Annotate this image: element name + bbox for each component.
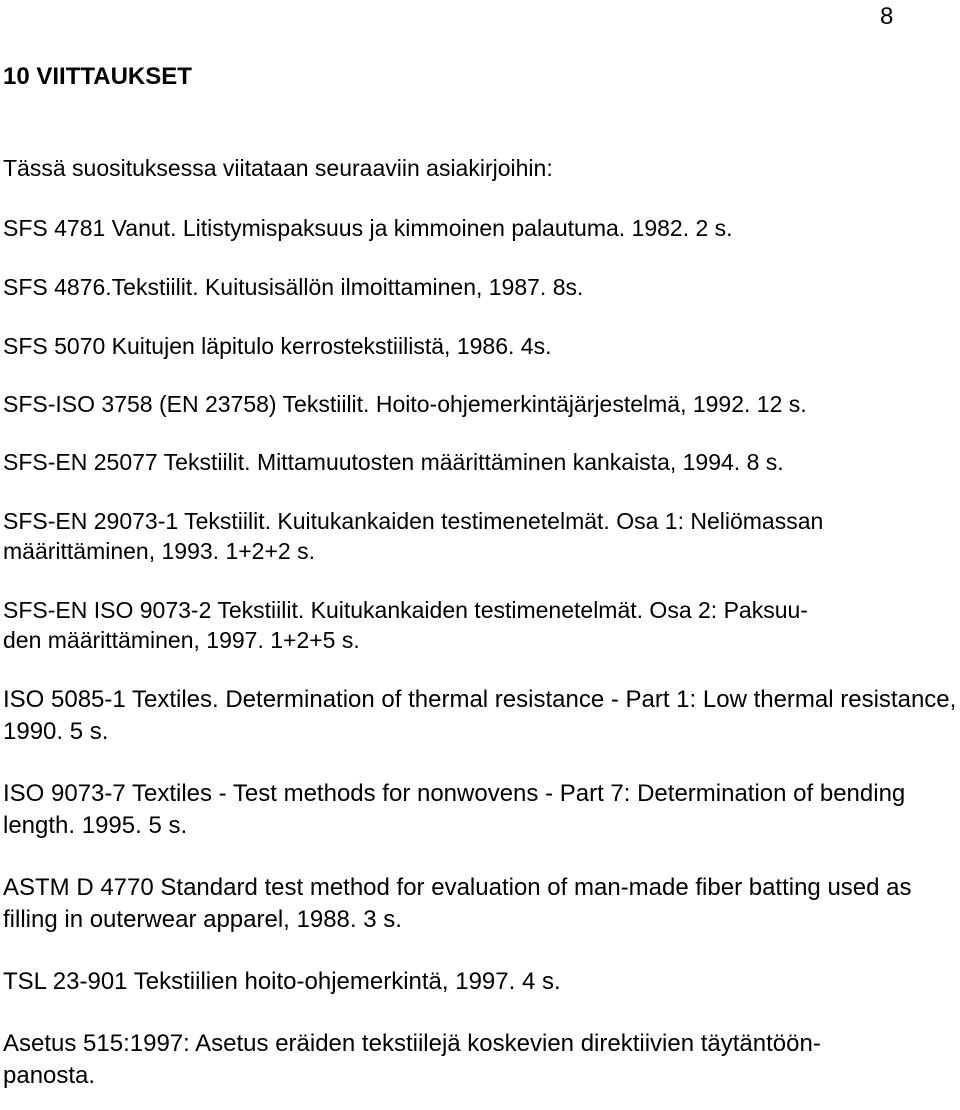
reference-item: ISO 5085-1 Textiles. Determination of thermal resistance - Part 1: Low thermal resistance, 1990. 5 s. (3, 686, 957, 745)
reference-item: Asetus 515:1997: Asetus eräiden tekstiilejä koskevien direktiivien täytäntöön- panosta. (3, 1030, 821, 1089)
reference-item: SFS 5070 Kuitujen läpitulo kerrostekstiilistä, 1986. 4s. (3, 333, 552, 359)
reference-item: SFS-ISO 3758 (EN 23758) Tekstiilit. Hoito-ohjemerkintäjärjestelmä, 1992. 12 s. (3, 391, 807, 417)
reference-item: SFS 4781 Vanut. Litistymispaksuus ja kimmoinen palautuma. 1982. 2 s. (3, 215, 733, 241)
reference-item: ASTM D 4770 Standard test method for evaluation of man-made fiber batting used as filling in outerwear apparel, 1988. 3 s. (3, 874, 912, 933)
intro-paragraph: Tässä suosituksessa viitataan seuraaviin asiakirjoihin: (3, 155, 553, 181)
reference-item: SFS 4876.Tekstiilit. Kuitusisällön ilmoittaminen, 1987. 8s. (3, 274, 584, 300)
reference-item: TSL 23-901 Tekstiilien hoito-ohjemerkintä, 1997. 4 s. (3, 968, 561, 995)
reference-list (3, 213, 958, 1092)
reference-item: SFS-EN 25077 Tekstiilit. Mittamuutosten määrittäminen kankaista, 1994. 8 s. (3, 449, 784, 475)
section-heading: 10 VIITTAUKSET (3, 63, 192, 90)
reference-item: SFS-EN 29073-1 Tekstiilit. Kuitukankaiden testimenetelmät. Osa 1: Neliömassan määrittäminen, 1993. 1+2+2 s. (3, 508, 824, 564)
page-number: 8 (880, 3, 894, 30)
reference-item: SFS-EN ISO 9073-2 Tekstiilit. Kuitukankaiden testimenetelmät. Osa 2: Paksuu- den määrittäminen, 1997. 1+2+5 s. (3, 597, 808, 653)
reference-item: ISO 9073-7 Textiles - Test methods for nonwovens - Part 7: Determination of bending length. 1995. 5 s. (3, 780, 906, 839)
